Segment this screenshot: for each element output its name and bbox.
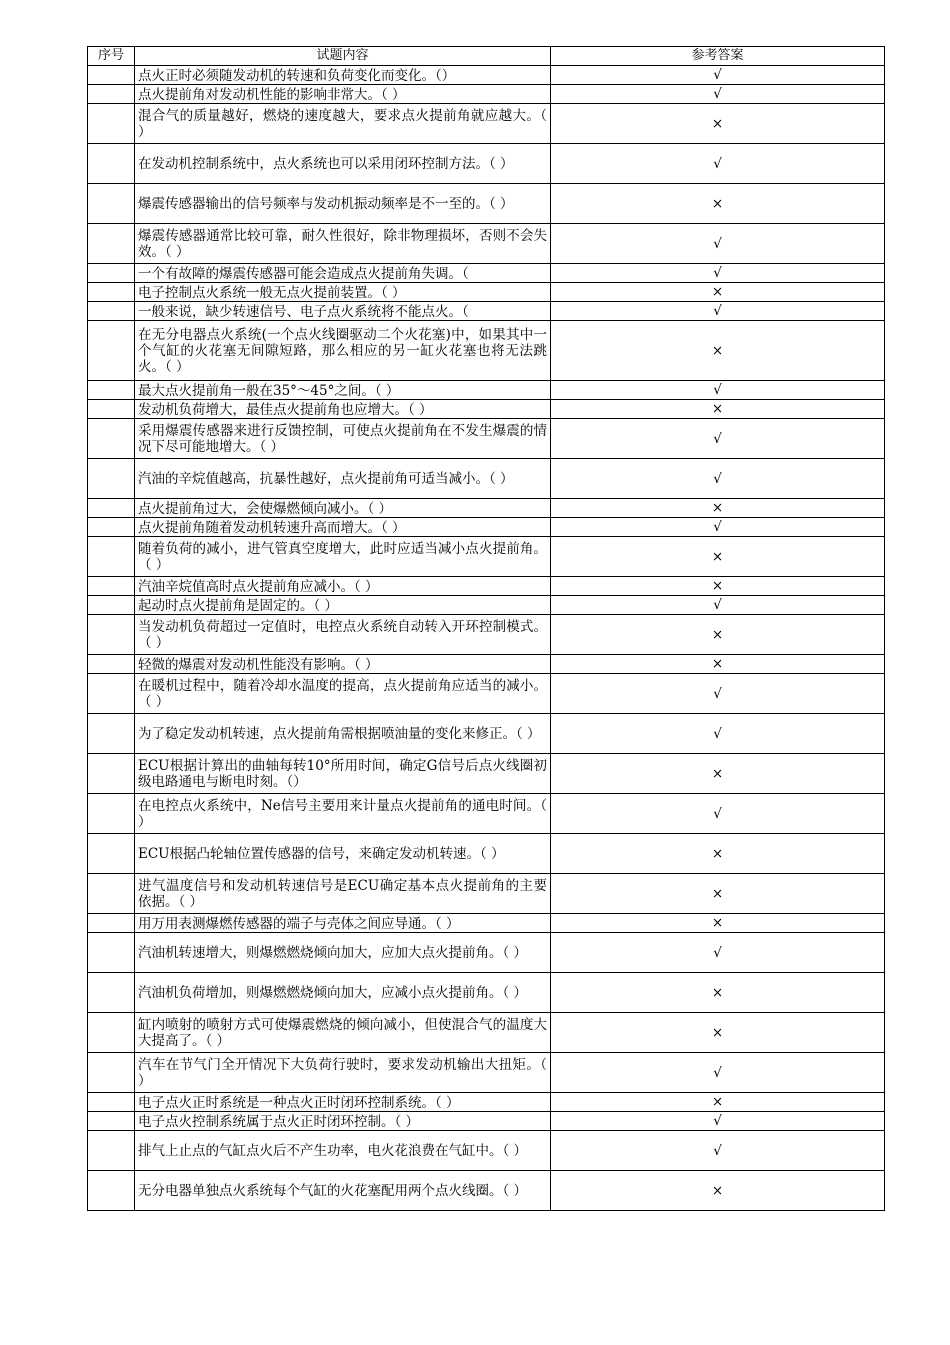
question-text: 随着负荷的减小，进气管真空度增大，此时应适当减小点火提前角。（ ） bbox=[135, 537, 551, 577]
header-answer: 参考答案 bbox=[551, 47, 885, 66]
row-index-cell bbox=[88, 1053, 135, 1093]
question-text: 点火正时必须随发动机的转速和负荷变化而变化。（） bbox=[135, 66, 551, 85]
question-text: 电子控制点火系统一般无点火提前装置。（ ） bbox=[135, 283, 551, 302]
table-row bbox=[88, 1171, 885, 1211]
answer-mark: × bbox=[551, 874, 885, 914]
answer-mark: × bbox=[551, 537, 885, 577]
row-index-cell bbox=[88, 914, 135, 933]
question-text: 汽油机负荷增加，则爆燃燃烧倾向加大，应减小点火提前角。（ ） bbox=[135, 973, 551, 1013]
question-text: 汽车在节气门全开情况下大负荷行驶时，要求发动机输出大扭矩。（ ） bbox=[135, 1053, 551, 1093]
answer-mark: × bbox=[551, 1093, 885, 1112]
row-index-cell bbox=[88, 499, 135, 518]
question-text: 爆震传感器通常比较可靠，耐久性很好，除非物理损坏，否则不会失效。（ ） bbox=[135, 224, 551, 264]
row-index-cell bbox=[88, 794, 135, 834]
table-row bbox=[88, 655, 885, 674]
table-row bbox=[88, 144, 885, 184]
row-index-cell bbox=[88, 264, 135, 283]
question-text: 电子点火控制系统属于点火正时闭环控制。（ ） bbox=[135, 1112, 551, 1131]
row-index-cell bbox=[88, 104, 135, 144]
row-index-cell bbox=[88, 1131, 135, 1171]
table-row bbox=[88, 321, 885, 381]
quiz-sheet bbox=[87, 46, 885, 1211]
table-row bbox=[88, 518, 885, 537]
answer-mark: √ bbox=[551, 794, 885, 834]
table-row bbox=[88, 1093, 885, 1112]
row-index-cell bbox=[88, 144, 135, 184]
table-row bbox=[88, 264, 885, 283]
answer-mark: × bbox=[551, 615, 885, 655]
table-row bbox=[88, 104, 885, 144]
row-index-cell bbox=[88, 973, 135, 1013]
answer-mark: √ bbox=[551, 144, 885, 184]
row-index-cell bbox=[88, 1171, 135, 1211]
answer-mark: √ bbox=[551, 459, 885, 499]
row-index-cell bbox=[88, 714, 135, 754]
answer-mark: × bbox=[551, 499, 885, 518]
table-row bbox=[88, 1131, 885, 1171]
table-row bbox=[88, 674, 885, 714]
question-text: 轻微的爆震对发动机性能没有影响。（ ） bbox=[135, 655, 551, 674]
question-text: 在发动机控制系统中，点火系统也可以采用闭环控制方法。（ ） bbox=[135, 144, 551, 184]
table-row bbox=[88, 381, 885, 400]
table-row bbox=[88, 400, 885, 419]
table-row bbox=[88, 834, 885, 874]
row-index-cell bbox=[88, 400, 135, 419]
question-text: 点火提前角随着发动机转速升高而增大。（ ） bbox=[135, 518, 551, 537]
answer-mark: × bbox=[551, 321, 885, 381]
row-index-cell bbox=[88, 459, 135, 499]
row-index-cell bbox=[88, 381, 135, 400]
table-row bbox=[88, 85, 885, 104]
table-row bbox=[88, 1013, 885, 1053]
question-text: 为了稳定发动机转速，点火提前角需根据喷油量的变化来修正。（ ） bbox=[135, 714, 551, 754]
answer-mark: × bbox=[551, 973, 885, 1013]
question-text: 缸内喷射的喷射方式可使爆震燃烧的倾向减小，但使混合气的温度大大提高了。（ ） bbox=[135, 1013, 551, 1053]
question-text: 点火提前角过大，会使爆燃倾向减小。（ ） bbox=[135, 499, 551, 518]
question-text: 在暖机过程中，随着冷却水温度的提高，点火提前角应适当的减小。（ ） bbox=[135, 674, 551, 714]
answer-mark: √ bbox=[551, 933, 885, 973]
table-row bbox=[88, 577, 885, 596]
row-index-cell bbox=[88, 596, 135, 615]
answer-mark: √ bbox=[551, 264, 885, 283]
question-text: 当发动机负荷超过一定值时，电控点火系统自动转入开环控制模式。（ ） bbox=[135, 615, 551, 655]
row-index-cell bbox=[88, 283, 135, 302]
row-index-cell bbox=[88, 1093, 135, 1112]
question-text: 汽油辛烷值高时点火提前角应减小。（ ） bbox=[135, 577, 551, 596]
row-index-cell bbox=[88, 834, 135, 874]
question-text: ECU根据凸轮轴位置传感器的信号，来确定发动机转速。（ ） bbox=[135, 834, 551, 874]
answer-mark: √ bbox=[551, 596, 885, 615]
table-row bbox=[88, 184, 885, 224]
answer-mark: × bbox=[551, 400, 885, 419]
question-text: 汽油机转速增大，则爆燃燃烧倾向加大，应加大点火提前角。（ ） bbox=[135, 933, 551, 973]
answer-mark: × bbox=[551, 914, 885, 933]
answer-mark: × bbox=[551, 1171, 885, 1211]
question-text: 排气上止点的气缸点火后不产生功率，电火花浪费在气缸中。（ ） bbox=[135, 1131, 551, 1171]
answer-mark: × bbox=[551, 754, 885, 794]
question-text: 点火提前角对发动机性能的影响非常大。（ ） bbox=[135, 85, 551, 104]
row-index-cell bbox=[88, 537, 135, 577]
question-text: 一个有故障的爆震传感器可能会造成点火提前角失调。（ bbox=[135, 264, 551, 283]
answer-mark: √ bbox=[551, 1131, 885, 1171]
row-index-cell bbox=[88, 85, 135, 104]
answer-mark: √ bbox=[551, 1053, 885, 1093]
answer-mark: √ bbox=[551, 674, 885, 714]
table-row bbox=[88, 1112, 885, 1131]
question-text: 爆震传感器输出的信号频率与发动机振动频率是不一至的。（ ） bbox=[135, 184, 551, 224]
row-index-cell bbox=[88, 302, 135, 321]
row-index-cell bbox=[88, 1013, 135, 1053]
row-index-cell bbox=[88, 224, 135, 264]
row-index-cell bbox=[88, 1112, 135, 1131]
table-row bbox=[88, 66, 885, 85]
answer-mark: × bbox=[551, 184, 885, 224]
question-text: 一般来说，缺少转速信号、电子点火系统将不能点火。（ bbox=[135, 302, 551, 321]
row-index-cell bbox=[88, 874, 135, 914]
table-row bbox=[88, 914, 885, 933]
table-row bbox=[88, 1053, 885, 1093]
table-row bbox=[88, 973, 885, 1013]
row-index-cell bbox=[88, 66, 135, 85]
answer-mark: √ bbox=[551, 518, 885, 537]
table-row bbox=[88, 499, 885, 518]
answer-mark: √ bbox=[551, 1112, 885, 1131]
question-text: 最大点火提前角一般在35°～45°之间。（ ） bbox=[135, 381, 551, 400]
answer-mark: √ bbox=[551, 66, 885, 85]
quiz-table bbox=[87, 46, 885, 1211]
answer-mark: × bbox=[551, 104, 885, 144]
row-index-cell bbox=[88, 518, 135, 537]
answer-mark: √ bbox=[551, 85, 885, 104]
table-header-row bbox=[88, 47, 885, 66]
row-index-cell bbox=[88, 419, 135, 459]
answer-mark: × bbox=[551, 834, 885, 874]
answer-mark: × bbox=[551, 655, 885, 674]
question-text: 混合气的质量越好，燃烧的速度越大，要求点火提前角就应越大。（ ） bbox=[135, 104, 551, 144]
answer-mark: × bbox=[551, 1013, 885, 1053]
answer-mark: √ bbox=[551, 381, 885, 400]
table-row bbox=[88, 537, 885, 577]
answer-mark: √ bbox=[551, 302, 885, 321]
table-row bbox=[88, 754, 885, 794]
table-row bbox=[88, 224, 885, 264]
quiz-body bbox=[88, 66, 885, 1211]
row-index-cell bbox=[88, 577, 135, 596]
table-row bbox=[88, 302, 885, 321]
question-text: 在无分电器点火系统(一个点火线圈驱动二个火花塞)中，如果其中一个气缸的火花塞无间隙短路，那么相应的另一缸火花塞也将无法跳火。（ ） bbox=[135, 321, 551, 381]
table-row bbox=[88, 615, 885, 655]
table-row bbox=[88, 874, 885, 914]
question-text: 用万用表测爆燃传感器的端子与壳体之间应导通。（ ） bbox=[135, 914, 551, 933]
question-text: 汽油的辛烷值越高，抗暴性越好，点火提前角可适当减小。（ ） bbox=[135, 459, 551, 499]
row-index-cell bbox=[88, 655, 135, 674]
table-row bbox=[88, 419, 885, 459]
table-row bbox=[88, 933, 885, 973]
answer-mark: × bbox=[551, 577, 885, 596]
table-row bbox=[88, 596, 885, 615]
table-row bbox=[88, 283, 885, 302]
row-index-cell bbox=[88, 321, 135, 381]
question-text: 起动时点火提前角是固定的。（ ） bbox=[135, 596, 551, 615]
question-text: 无分电器单独点火系统每个气缸的火花塞配用两个点火线圈。（ ） bbox=[135, 1171, 551, 1211]
table-row bbox=[88, 459, 885, 499]
header-index: 序号 bbox=[88, 47, 135, 66]
row-index-cell bbox=[88, 184, 135, 224]
answer-mark: √ bbox=[551, 224, 885, 264]
table-row bbox=[88, 794, 885, 834]
question-text: 电子点火正时系统是一种点火正时闭环控制系统。（ ） bbox=[135, 1093, 551, 1112]
table-row bbox=[88, 714, 885, 754]
row-index-cell bbox=[88, 933, 135, 973]
answer-mark: √ bbox=[551, 714, 885, 754]
row-index-cell bbox=[88, 674, 135, 714]
answer-mark: √ bbox=[551, 419, 885, 459]
question-text: 在电控点火系统中，Ne信号主要用来计量点火提前角的通电时间。（ ） bbox=[135, 794, 551, 834]
row-index-cell bbox=[88, 615, 135, 655]
question-text: ECU根据计算出的曲轴每转10°所用时间，确定G信号后点火线圈初级电路通电与断电时刻。（） bbox=[135, 754, 551, 794]
question-text: 进气温度信号和发动机转速信号是ECU确定基本点火提前角的主要依据。（ ） bbox=[135, 874, 551, 914]
header-content: 试题内容 bbox=[135, 47, 551, 66]
question-text: 发动机负荷增大，最佳点火提前角也应增大。（ ） bbox=[135, 400, 551, 419]
row-index-cell bbox=[88, 754, 135, 794]
answer-mark: × bbox=[551, 283, 885, 302]
question-text: 采用爆震传感器来进行反馈控制，可使点火提前角在不发生爆震的情况下尽可能地增大。（ ） bbox=[135, 419, 551, 459]
